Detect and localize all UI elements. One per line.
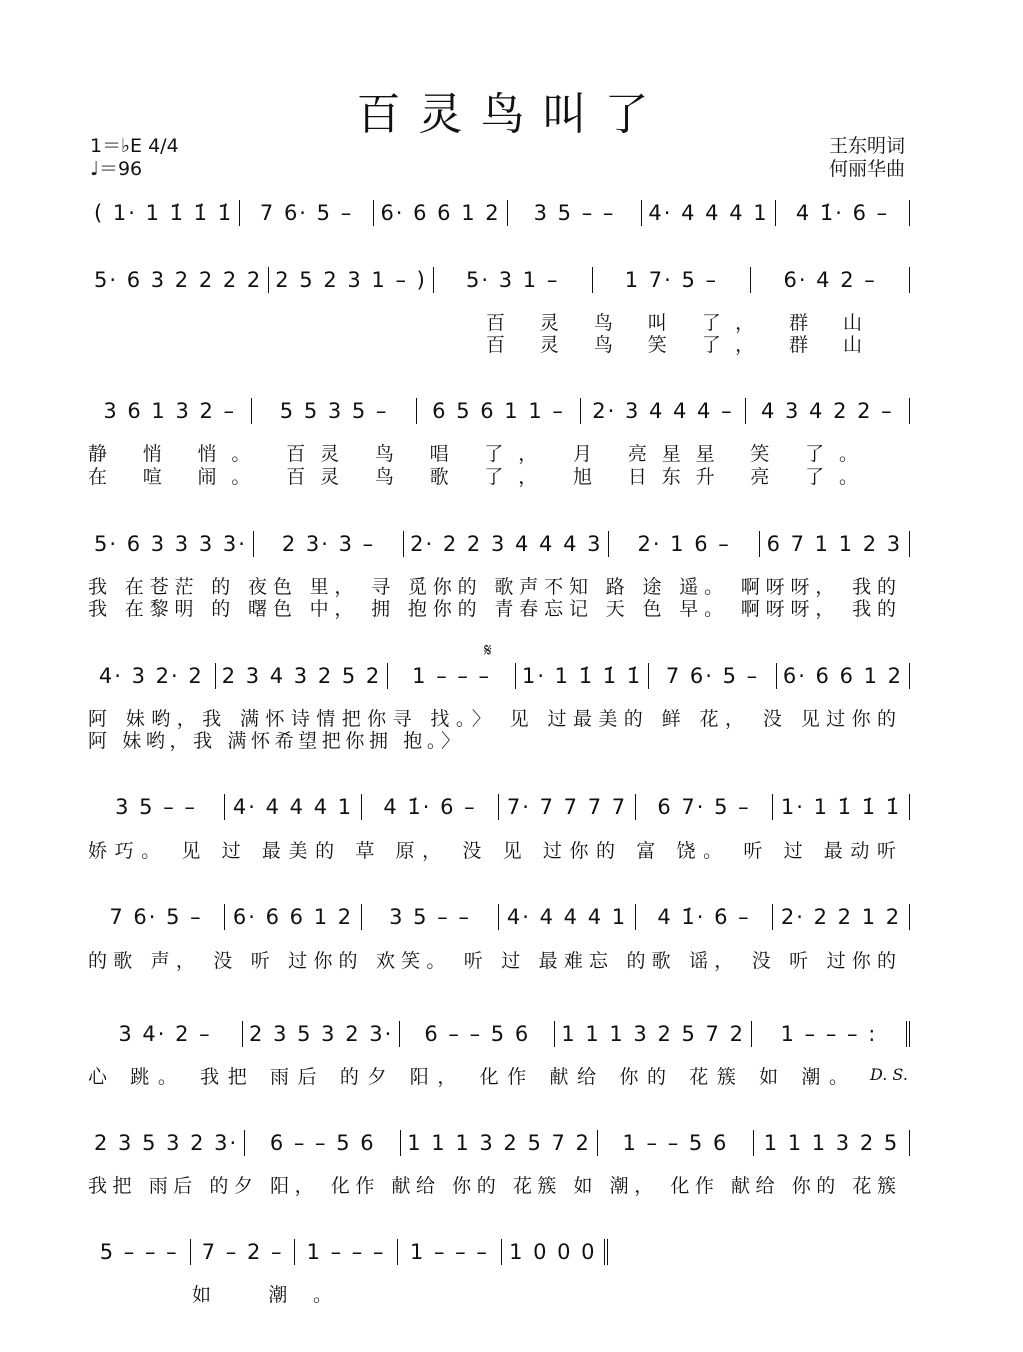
measure: 1 – – –	[388, 663, 516, 689]
measure: 7 6· 5 –	[240, 200, 374, 226]
measure: 3 5 – –	[88, 794, 225, 820]
measure: 7 – 2 –	[191, 1239, 294, 1265]
measure: 4 3 4 2 2 –	[746, 398, 910, 424]
notation-row	[88, 265, 910, 295]
measure: 2 3· 3 –	[254, 531, 404, 557]
measure: 1 – – –	[398, 1239, 501, 1265]
measure: 3 4· 2 –	[88, 1021, 243, 1047]
lyric-line: 静 悄 悄。 百灵 鸟 唱 了， 月 亮星星 笑 了。	[88, 443, 858, 465]
measure: 5· 6 3 3 3 3·	[88, 531, 254, 557]
measure: 6 7 1 1 2 3	[760, 531, 910, 557]
measure: 2· 1 6 –	[609, 531, 759, 557]
lyric-line: 的歌 声， 没 听 过你的 欢笑。 听 过 最难忘 的歌 谣， 没 听 过你的	[88, 950, 896, 972]
notation-row	[88, 1128, 910, 1158]
measure: 1· 1 1̇ 1̇ 1̇	[773, 794, 910, 820]
lyric-line: 娇巧。 见 过 最美的 草 原， 没 见 过你的 富 饶。 听 过 最动听	[88, 840, 897, 862]
segno-sign: 𝄋	[484, 640, 492, 661]
credits	[829, 135, 905, 181]
measure: 1 – – – :	[752, 1021, 910, 1047]
measure: 2· 3 4 4 4 –	[581, 398, 745, 424]
lyric-line: 我 在苍茫 的 夜色 里， 寻 觅你的 歌声不知 路 途 遥。 啊呀呀， 我的	[88, 576, 896, 598]
measure: 4· 4 4 4 1	[225, 794, 362, 820]
measure: 1 7· 5 –	[593, 267, 752, 293]
measure: 1 – – 5 6	[598, 1130, 754, 1156]
measure: 2 3 5 3 2 3·	[88, 1130, 245, 1156]
measure: 1· 1 1̇ 1̇ 1̇	[516, 663, 649, 689]
measure: 7· 7 7 7 7	[499, 794, 636, 820]
song-title: 百灵鸟叫了	[356, 89, 667, 140]
measure: 1 0 0 0	[502, 1239, 608, 1265]
measure: 6 – – 5 6	[245, 1130, 401, 1156]
measure: 6· 4 2 –	[751, 267, 910, 293]
lyric-line: 心 跳。 我把 雨后 的夕 阳， 化作 献给 你的 花簇 如 潮。	[88, 1066, 848, 1088]
measure: 6· 6 6 1 2	[777, 663, 910, 689]
measure: 6 – – 5 6	[400, 1021, 555, 1047]
measure: 6· 6 6 1 2	[225, 904, 362, 930]
lyricist: 王东明词	[828, 135, 905, 157]
notation-row	[88, 529, 910, 559]
measure: 2 3 4 3 2 5 2	[216, 663, 389, 689]
measure: 4 1̇· 6 –	[636, 904, 773, 930]
lyric-line: 阿 妹哟，我 满怀希望把你拥 抱。〉	[88, 730, 460, 752]
notation-row	[88, 1019, 910, 1049]
measure: 1 – – –	[295, 1239, 398, 1265]
notation-row	[88, 198, 910, 228]
key-tempo	[90, 135, 179, 181]
measure: 1 1 1 3 2 5	[754, 1130, 910, 1156]
measure: 2 5 2 3 1 – )	[269, 267, 434, 293]
measure: 7 6· 5 –	[649, 663, 777, 689]
measure: 5· 6 3 2 2 2 2	[88, 267, 269, 293]
dal-segno-mark: D. S.	[870, 1065, 908, 1084]
measure: 6 7· 5 –	[636, 794, 773, 820]
measure: 3 6 1 3 2 –	[88, 398, 252, 424]
measure: 2 3 5 3 2 3·	[243, 1021, 400, 1047]
composer: 何丽华曲	[828, 158, 905, 180]
key-signature: 1＝♭E 4/4	[90, 135, 179, 157]
notation-row	[88, 661, 910, 691]
measure: 6· 6 6 1 2	[374, 200, 508, 226]
lyric-line: 百 灵 鸟 笑 了， 群 山	[486, 334, 862, 356]
lyric-line: 阿 妹哟，我 满怀诗情把你寻 找。〉 见 过最美的 鲜 花， 没 见过你的	[88, 708, 896, 730]
measure: 2· 2 2 3 4 4 4 3	[404, 531, 609, 557]
measure: 5 5 3 5 –	[252, 398, 416, 424]
notation-row	[88, 902, 910, 932]
measure: 7 6· 5 –	[88, 904, 225, 930]
measure: ( 1· 1 1̇ 1̇ 1̇	[88, 200, 240, 226]
notation-row	[88, 396, 910, 426]
lyric-line: 如 潮。	[192, 1284, 332, 1306]
measure: 1 1 1 3 2 5 7 2	[555, 1021, 752, 1047]
measure: 4 1̇· 6 –	[776, 200, 910, 226]
tempo-marking: ♩＝96	[90, 158, 143, 180]
measure: 4· 3 2· 2	[88, 663, 216, 689]
notation-row	[88, 792, 910, 822]
notation-row	[88, 1237, 608, 1267]
measure: 4· 4 4 4 1	[642, 200, 776, 226]
measure: 3 5 – –	[362, 904, 499, 930]
measure: 5· 3 1 –	[434, 267, 593, 293]
measure: 3 5 – –	[508, 200, 642, 226]
lyric-line: 我 在黎明 的 曙色 中， 拥 抱你的 青春忘记 天 色 早。 啊呀呀， 我的	[88, 598, 896, 620]
measure: 4 1̇· 6 –	[362, 794, 499, 820]
measure: 6 5 6 1 1 –	[417, 398, 581, 424]
measure: 1 1 1 3 2 5 7 2	[401, 1130, 598, 1156]
lyric-line: 我把 雨后 的夕 阳， 化作 献给 你的 花簇 如 潮， 化作 献给 你的 花簇	[88, 1175, 896, 1197]
measure: 4· 4 4 4 1	[499, 904, 636, 930]
measure: 5 – – –	[88, 1239, 191, 1265]
lyric-line: 在 喧 闹。 百灵 鸟 歌 了， 旭 日东升 亮 了。	[88, 466, 858, 488]
measure: 2· 2 2 1 2	[773, 904, 910, 930]
lyric-line: 百 灵 鸟 叫 了， 群 山	[486, 312, 862, 334]
